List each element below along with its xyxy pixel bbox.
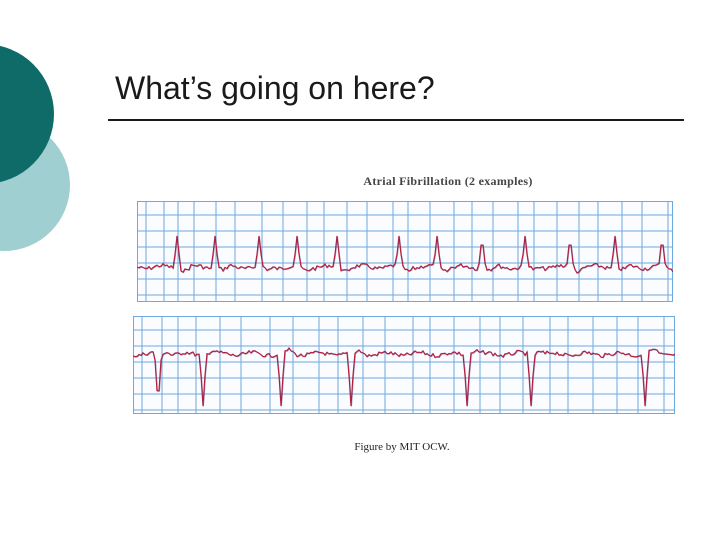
ecg-chart-2 <box>133 316 675 414</box>
slide-title: What’s going on here? <box>115 70 435 106</box>
ecg-strip-2 <box>133 316 675 414</box>
decorative-circles <box>0 0 100 290</box>
ecg-strip-1 <box>137 201 673 302</box>
ecg-trace-shadow <box>138 237 673 274</box>
title-divider <box>108 119 684 121</box>
ecg-trace <box>137 236 673 273</box>
strip-border <box>138 202 673 302</box>
figure-heading: Atrial Fibrillation (2 examples) <box>363 174 533 188</box>
ecg-trace <box>133 348 675 406</box>
ecg-chart-1 <box>137 201 673 302</box>
figure-caption: Figure by MIT OCW. <box>354 441 450 453</box>
